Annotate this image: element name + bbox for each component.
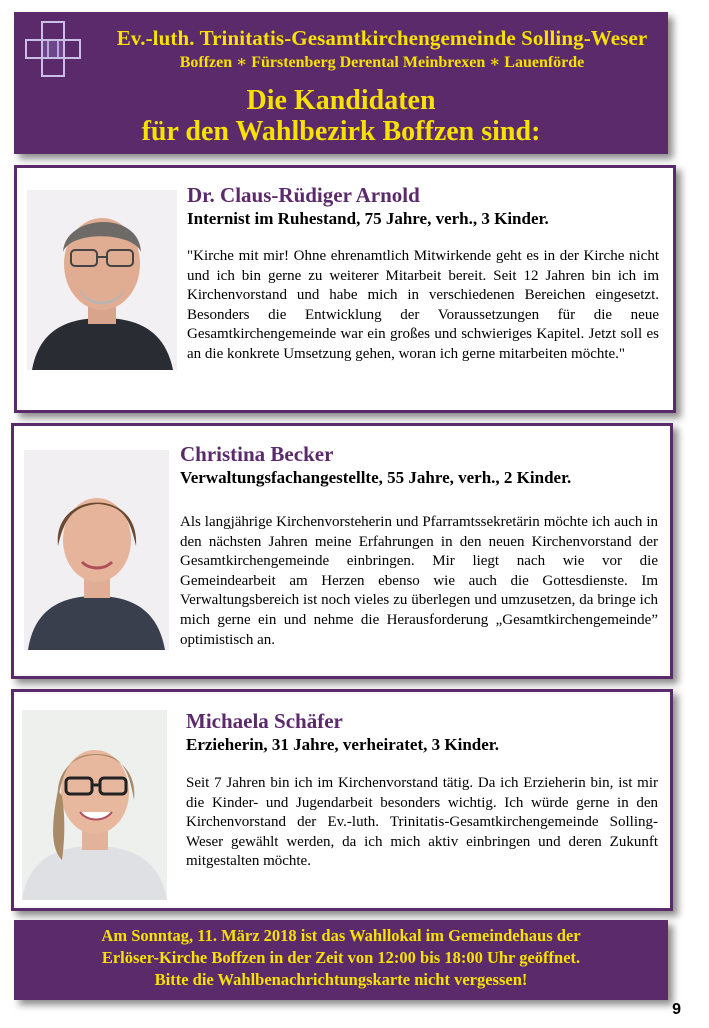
candidate-statement: Als langjährige Kirchenvorsteherin und Pfarramtssekretärin möchte ich auch in den nächsten Jahren meine Erfahrungen in den neuen Kirchenvorstand der Gesamtkirchengemeinde einbringen. Mir liegt nach wie vor die Gemeindearbeit am Herzen ebenso wie auch die Gottesdienste. Im Verwaltungsbereich ist noch vieles zu überlegen und umzusetzen, da bringe ich mich gerne ein und nehme die Herausforderung „Gesamtkirchengemeinde” optimistisch an. (180, 514, 658, 648)
candidate-card (14, 165, 676, 413)
page-heading-line1: Die Kandidaten (246, 85, 436, 116)
candidate-statement: Seit 7 Jahren bin ich im Kirchenvorstand tätig. Da ich Erzieherin bin, ist mir die Kinder- und Jugendarbeit besonders wichtig. Ich würde gerne in den Kirchenvorstand der Ev.-luth. Trinitatis-Gesamtkirchengemeinde Solling-Weser gewählt werden, da ich mich aktiv einbringen und deren Zukunft mitgestalten möchte. (186, 775, 658, 870)
page-heading-line2: für den Wahlbezirk Boffzen sind: (141, 116, 541, 147)
candidate-role: Internist im Ruhestand, 75 Jahre, verh., 3 Kinder. (187, 209, 549, 228)
parish-places: Boffzen ∗ Fürstenberg Derental Meinbrexen ∗ Lauenförde (179, 54, 585, 71)
candidate-name: Christina Becker (180, 442, 334, 466)
polling-info-banner (14, 920, 668, 1000)
polling-info-line1: Am Sonntag, 11. März 2018 ist das Wahllokal im Gemeindehaus der (101, 926, 581, 945)
candidate-card (11, 423, 673, 679)
interlocking-squares-cross-icon (24, 20, 84, 80)
candidate-role: Erzieherin, 31 Jahre, verheiratet, 3 Kinder. (186, 735, 500, 754)
candidate-role: Verwaltungsfachangestellte, 55 Jahre, verh., 2 Kinder. (180, 468, 572, 487)
organization-title: Ev.-luth. Trinitatis-Gesamtkirchengemeinde Solling-Weser (116, 26, 648, 50)
candidate-card (11, 689, 673, 911)
candidate-name: Michaela Schäfer (186, 709, 343, 733)
polling-info-line3: Bitte die Wahlbenachrichtungskarte nicht vergessen! (154, 970, 528, 989)
polling-info-line2: Erlöser-Kirche Boffzen in der Zeit von 12:00 bis 18:00 Uhr geöffnet. (101, 948, 581, 967)
page-number: 9 (672, 1001, 681, 1018)
candidate-photo (24, 450, 169, 650)
candidate-photo (22, 710, 167, 900)
candidate-statement: "Kirche mit mir! Ohne ehrenamtlich Mitwirkende geht es in der Kirche nicht und ich bin gerne zu weiterer Mitarbeit bereit. Seit 12 Jahren bin ich im Kirchenvorstand und habe mich in verschiedenen Bereichen eingesetzt. Besonders die Entwicklung der Voraussetzungen für die neue Gesamtkirchengemeinde war ein großes und schwieriges Kapitel. Jetzt soll es an die konkrete Umsetzung gehen, woran ich gerne mitarbeiten möchte." (187, 248, 659, 362)
header-banner (14, 12, 668, 154)
candidate-name: Dr. Claus-Rüdiger Arnold (187, 183, 420, 207)
candidate-photo (27, 190, 177, 370)
